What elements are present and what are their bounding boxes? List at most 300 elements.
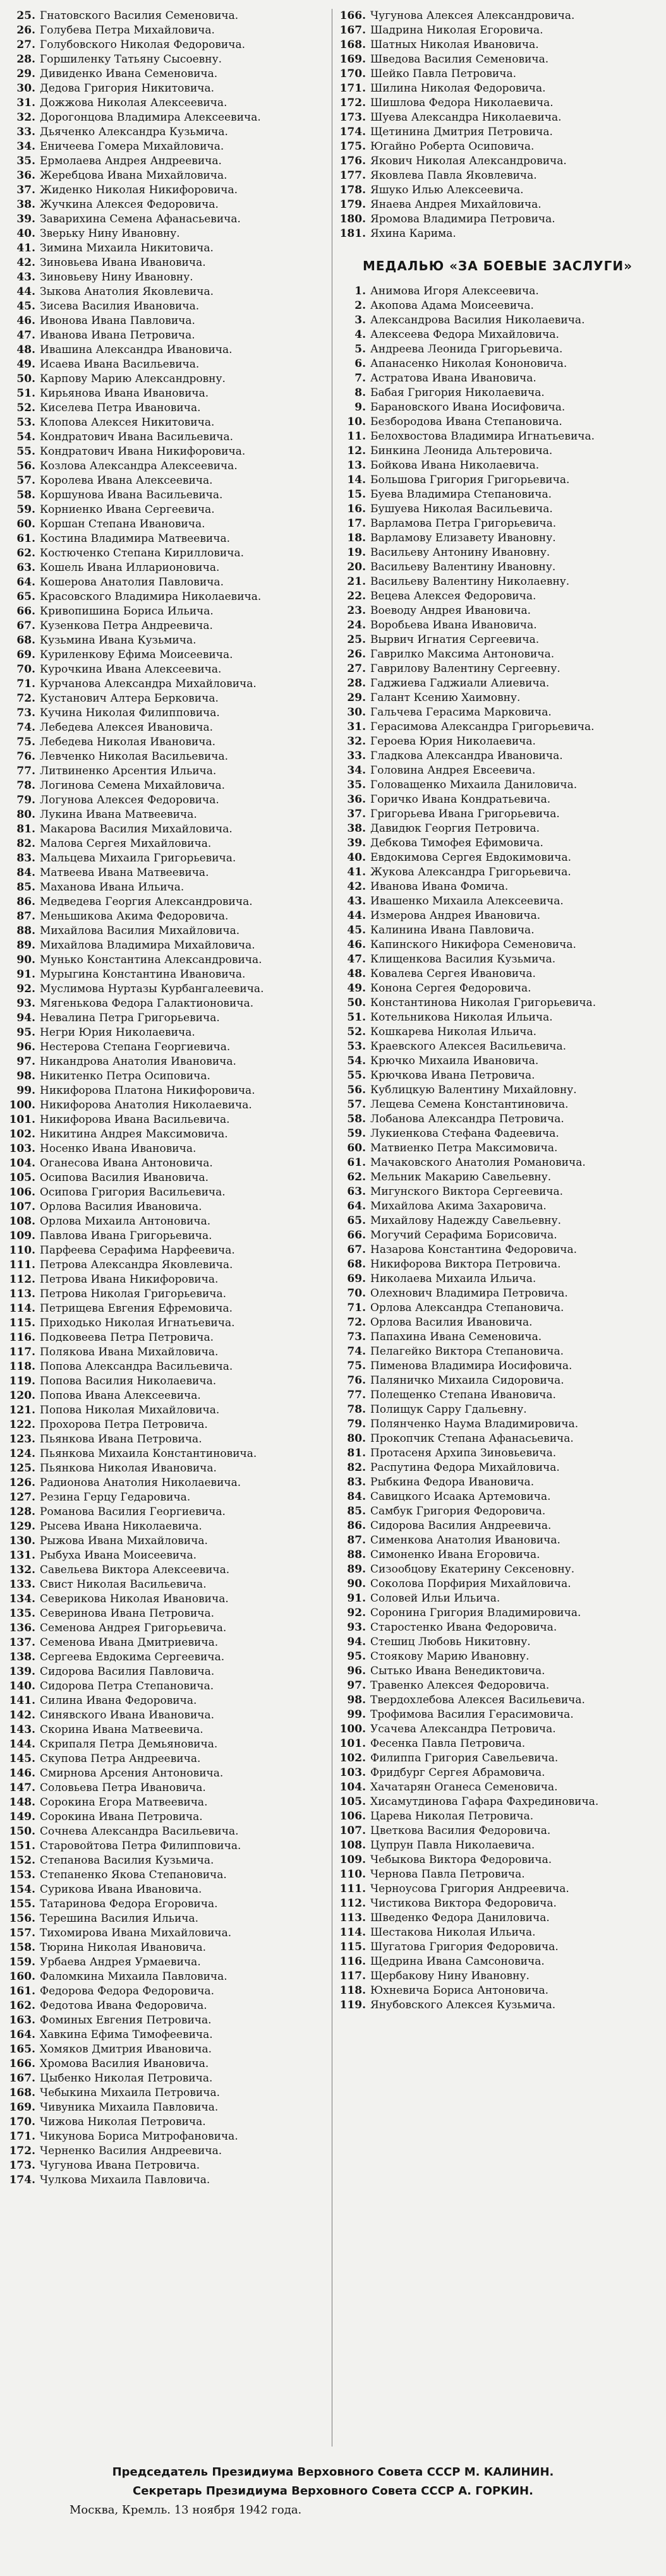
list-item [338, 140, 657, 154]
entry-number: 15. [347, 488, 366, 501]
entry-number: 40. [16, 227, 35, 240]
entry-number: 169. [339, 53, 366, 66]
list-item [8, 1650, 327, 1665]
entry-name: Гаврилову Валентину Сергеевну. [370, 662, 560, 675]
entry-name: Черноусова Григория Андреевича. [370, 1883, 569, 1895]
entry-name: Оганесова Ивана Антоновича. [40, 1157, 213, 1170]
list-item [8, 721, 327, 735]
list-item [338, 1708, 657, 1722]
list-item [8, 140, 327, 154]
entry-number: 30. [347, 706, 366, 719]
list-item [8, 1432, 327, 1447]
entry-number: 50. [347, 997, 366, 1009]
entry-name: Зыкова Анатолия Яковлевича. [40, 285, 214, 298]
entry-number: 39. [16, 213, 35, 225]
entry-number: 160. [9, 1970, 35, 1983]
entry-name: Никифорова Платона Никифоровича. [40, 1084, 255, 1097]
entry-name: Алексеева Федора Михайловича. [370, 328, 559, 341]
entry-name: Кублицкую Валентину Михайловну. [370, 1084, 577, 1096]
entry-name: Варламову Елизавету Ивановну. [370, 532, 556, 544]
list-item [8, 1549, 327, 1563]
entry-number: 174. [339, 126, 366, 138]
entry-number: 5. [354, 343, 366, 356]
entry-number: 181. [339, 227, 366, 240]
list-item [338, 198, 657, 212]
entry-number: 163. [9, 2014, 35, 2027]
entry-name: Мягенькова Федора Галактионовича. [40, 997, 254, 1010]
entry-number: 112. [9, 1273, 35, 1286]
list-item [8, 343, 327, 357]
entry-number: 83. [16, 852, 35, 865]
list-item [338, 996, 657, 1010]
list-item [8, 488, 327, 503]
entry-name: Пелагейко Виктора Степановича. [370, 1345, 564, 1358]
list-item [338, 1490, 657, 1504]
list-item [8, 1897, 327, 1912]
entry-number: 116. [9, 1331, 35, 1344]
list-item [338, 1809, 657, 1824]
entry-number: 112. [339, 1897, 366, 1910]
entry-number: 86. [16, 896, 35, 908]
list-item [338, 633, 657, 647]
list-item [338, 1969, 657, 1984]
entry-name: Шатных Николая Ивановича. [370, 39, 539, 51]
list-item [8, 1447, 327, 1461]
entry-number: 70. [347, 1287, 366, 1300]
entry-name: Вецева Алексея Федоровича. [370, 590, 536, 602]
list-item [8, 909, 327, 924]
entry-number: 58. [16, 489, 35, 501]
entry-name: Свист Николая Васильевича. [40, 1578, 207, 1591]
entry-number: 62. [16, 547, 35, 560]
list-item [8, 1345, 327, 1360]
entry-name: Степанова Василия Кузьмича. [40, 1854, 214, 1867]
list-item [338, 1548, 657, 1562]
entry-name: Северикова Николая Ивановича. [40, 1593, 229, 1605]
list-item [8, 154, 327, 169]
entry-number: 91. [347, 1592, 366, 1605]
list-item [8, 1839, 327, 1854]
entry-number: 24. [347, 619, 366, 632]
entry-number: 129. [9, 1520, 35, 1533]
entry-name: Васильеву Валентину Ивановну. [370, 561, 556, 573]
entry-name: Котельникова Николая Ильича. [370, 1011, 553, 1024]
entry-number: 127. [9, 1491, 35, 1504]
entry-name: Лукиенкова Стефана Фадеевича. [370, 1127, 559, 1140]
list-item [338, 1417, 657, 1432]
entry-name: Петрова Александра Яковлевича. [40, 1259, 233, 1271]
entry-name: Пьянкова Михаила Константиновича. [40, 1447, 257, 1460]
entry-number: 62. [347, 1171, 366, 1183]
list-item [8, 735, 327, 750]
entry-number: 55. [347, 1069, 366, 1082]
list-item [8, 285, 327, 299]
entry-number: 105. [339, 1795, 366, 1808]
list-item [338, 67, 657, 81]
entry-number: 177. [339, 169, 366, 182]
list-item [8, 1766, 327, 1781]
entry-name: Костина Владимира Матвеевича. [40, 532, 231, 545]
entry-number: 158. [9, 1941, 35, 1954]
entry-name: Резина Герцу Гедаровича. [40, 1491, 191, 1504]
entry-name: Петрова Николая Григорьевича. [40, 1288, 227, 1300]
entry-name: Горшиленку Татьяну Сысоевну. [40, 53, 222, 66]
entry-number: 35. [16, 155, 35, 167]
entry-number: 31. [347, 721, 366, 733]
entry-number: 123. [9, 1433, 35, 1446]
entry-name: Кондратович Ивана Никифоровича. [40, 445, 246, 458]
list-item [338, 1940, 657, 1955]
entry-number: 113. [9, 1288, 35, 1300]
list-item [8, 1142, 327, 1156]
list-item [338, 1591, 657, 1606]
list-item [8, 357, 327, 372]
entry-number: 164. [9, 2028, 35, 2041]
list-item [338, 1722, 657, 1737]
entry-name: Апанасенко Николая Кононовича. [370, 357, 567, 370]
entry-number: 97. [16, 1055, 35, 1068]
entry-name: Соколова Порфирия Михайловича. [370, 1578, 571, 1590]
list-item [8, 81, 327, 96]
list-item [8, 241, 327, 256]
entry-name: Жукова Александра Григорьевича. [370, 866, 571, 878]
list-item [8, 372, 327, 386]
entry-name: Яшуко Илью Алексеевича. [370, 184, 524, 196]
entry-name: Крючко Михаила Ивановича. [370, 1055, 539, 1067]
list-item [338, 183, 657, 198]
list-item [338, 662, 657, 676]
entry-number: 145. [9, 1752, 35, 1765]
list-item [8, 517, 327, 532]
list-item [8, 1824, 327, 1839]
list-item [8, 1418, 327, 1432]
entry-name: Николаева Михаила Ильича. [370, 1273, 536, 1285]
entry-name: Большова Григория Григорьевича. [370, 474, 570, 486]
entry-number: 59. [16, 503, 35, 516]
entry-number: 17. [347, 517, 366, 530]
entry-name: Бушуева Николая Васильевича. [370, 503, 553, 515]
entry-name: Заварихина Семена Афанасьевича. [40, 213, 241, 225]
list-item [8, 1214, 327, 1229]
list-item [338, 1388, 657, 1403]
entry-name: Прокопчик Степана Афанасьевича. [370, 1432, 574, 1445]
entry-number: 122. [9, 1418, 35, 1431]
list-item [8, 938, 327, 953]
entry-name: Хавкина Ефима Тимофеевича. [40, 2028, 213, 2041]
entry-name: Степаненко Якова Степановича. [40, 1869, 227, 1881]
list-item [338, 793, 657, 807]
entry-number: 115. [339, 1941, 366, 1953]
entry-number: 167. [339, 24, 366, 37]
list-item [338, 429, 657, 444]
entry-name: Куриленкову Ефима Моисеевича. [40, 649, 233, 661]
entry-name: Паляничко Михаила Сидоровича. [370, 1374, 564, 1387]
entry-number: 38. [16, 198, 35, 211]
list-item [8, 1984, 327, 1999]
list-item [338, 981, 657, 996]
entry-name: Голубева Петра Михайловича. [40, 24, 215, 37]
entry-name: Гаврилко Максима Антоновича. [370, 648, 555, 661]
entry-number: 85. [16, 881, 35, 894]
entry-name: Клопова Алексея Никитовича. [40, 416, 215, 429]
list-item [8, 1055, 327, 1069]
entry-name: Орлова Василия Ивановича. [40, 1201, 202, 1213]
list-item [338, 575, 657, 589]
entry-number: 14. [347, 474, 366, 486]
list-item [8, 474, 327, 488]
entry-name: Воеводу Андрея Ивановича. [370, 604, 531, 617]
entry-number: 23. [347, 604, 366, 617]
list-item [338, 1926, 657, 1940]
list-item [8, 1883, 327, 1897]
entry-name: Чугунова Алексея Александровича. [370, 9, 575, 22]
list-item [8, 982, 327, 997]
list-item [8, 532, 327, 546]
entry-name: Скупова Петра Андреевича. [40, 1752, 201, 1765]
entry-name: Ивашина Александра Ивановича. [40, 344, 233, 356]
entry-name: Петрова Ивана Никифоровича. [40, 1273, 219, 1286]
entry-name: Кондратович Ивана Васильевича. [40, 431, 234, 443]
entry-name: Лобанова Александра Петровича. [370, 1113, 564, 1125]
entry-name: Старостенко Ивана Федоровича. [370, 1621, 557, 1634]
entry-name: Лебедева Николая Ивановича. [40, 736, 216, 748]
entry-name: Попова Василия Николаевича. [40, 1375, 217, 1387]
list-item [8, 1156, 327, 1171]
entry-number: 9. [354, 401, 366, 414]
entry-name: Левченко Николая Васильевича. [40, 750, 229, 763]
entry-number: 70. [16, 663, 35, 676]
entry-name: Васильеву Валентину Николаевну. [370, 575, 570, 588]
entry-number: 89. [347, 1563, 366, 1576]
entry-number: 77. [347, 1389, 366, 1401]
entry-name: Белохвостова Владимира Игнатьевича. [370, 430, 595, 443]
entry-number: 156. [9, 1912, 35, 1925]
entry-name: Мачаковского Анатолия Романовича. [370, 1156, 586, 1169]
entry-name: Романова Василия Георгиевича. [40, 1506, 226, 1518]
entry-name: Сизообцову Екатерину Сексеновну. [370, 1563, 575, 1576]
entry-number: 144. [9, 1738, 35, 1751]
entry-number: 40. [347, 851, 366, 864]
list-item [8, 67, 327, 81]
entry-name: Сочнева Александра Васильевича. [40, 1825, 239, 1838]
entry-name: Голубовского Николая Федоровича. [40, 39, 246, 51]
entry-number: 87. [16, 910, 35, 923]
entry-number: 180. [339, 213, 366, 225]
entry-name: Матвеева Ивана Матвеевича. [40, 866, 209, 879]
list-item [338, 1955, 657, 1969]
entry-name: Исаева Ивана Васильевича. [40, 358, 200, 371]
entry-name: Семенова Ивана Дмитриевича. [40, 1636, 219, 1649]
entry-name: Жиденко Николая Никифоровича. [40, 184, 238, 196]
list-item [8, 1621, 327, 1636]
list-item [338, 851, 657, 865]
entry-number: 82. [347, 1461, 366, 1474]
entry-number: 179. [339, 198, 366, 211]
entry-name: Кирьянова Ивана Ивановича. [40, 387, 209, 400]
entry-name: Михайлову Надежду Савельевну. [370, 1214, 561, 1227]
list-item [338, 952, 657, 967]
entry-number: 35. [347, 779, 366, 791]
list-item [8, 1200, 327, 1214]
entry-number: 63. [16, 561, 35, 574]
entry-name: Назарова Константина Федоровича. [370, 1243, 577, 1256]
list-item [8, 2042, 327, 2057]
list-item [8, 1795, 327, 1810]
entry-number: 4. [354, 328, 366, 341]
entry-number: 78. [347, 1403, 366, 1416]
list-item [338, 1432, 657, 1446]
list-item [8, 851, 327, 866]
entry-number: 169. [9, 2101, 35, 2114]
list-item [8, 1098, 327, 1113]
entry-number: 140. [9, 1680, 35, 1692]
entry-name: Гнатовского Василия Семеновича. [40, 9, 239, 22]
list-item [338, 313, 657, 328]
entry-name: Александрова Василия Николаевича. [370, 314, 585, 326]
entry-name: Конона Сергея Федоровича. [370, 982, 531, 995]
entry-number: 104. [339, 1781, 366, 1794]
entry-number: 52. [347, 1026, 366, 1038]
medal-award-list [338, 284, 657, 2013]
entry-name: Ивашенко Михаила Алексеевича. [370, 895, 564, 908]
right-column [338, 9, 657, 2013]
entry-number: 90. [16, 954, 35, 966]
entry-number: 168. [9, 2087, 35, 2099]
entry-name: Королева Ивана Алексеевича. [40, 474, 213, 487]
entry-number: 109. [9, 1230, 35, 1242]
entry-number: 11. [347, 430, 366, 443]
entry-number: 118. [339, 1984, 366, 1997]
decree-footer [0, 2463, 666, 2520]
entry-number: 86. [347, 1519, 366, 1532]
list-item [8, 212, 327, 227]
entry-name: Костюченко Степана Кирилловича. [40, 547, 245, 560]
entry-name: Гладкова Александра Ивановича. [370, 750, 563, 762]
entry-name: Фесенка Павла Петровича. [370, 1737, 526, 1750]
entry-name: Яковлева Павла Яковлевича. [370, 169, 537, 182]
entry-name: Сименкова Анатолия Ивановича. [370, 1534, 560, 1547]
list-item [338, 154, 657, 169]
entry-name: Цупрун Павла Николаевича. [370, 1839, 535, 1852]
list-item [8, 2173, 327, 2188]
entry-name: Орлова Александра Степановича. [370, 1302, 564, 1314]
list-item [8, 1854, 327, 1868]
entry-number: 172. [339, 97, 366, 109]
entry-number: 25. [347, 633, 366, 646]
entry-name: Зверьку Нину Ивановну. [40, 227, 180, 240]
list-item [338, 909, 657, 923]
entry-number: 51. [16, 387, 35, 400]
list-item [8, 1708, 327, 1723]
entry-name: Фоминых Евгения Петровича. [40, 2014, 212, 2027]
entry-name: Измерова Андрея Ивановича. [370, 909, 541, 922]
list-item [8, 256, 327, 270]
list-item [8, 822, 327, 837]
entry-number: 94. [16, 1012, 35, 1024]
entry-number: 89. [16, 939, 35, 952]
entry-number: 93. [16, 997, 35, 1010]
list-item [8, 1069, 327, 1084]
list-item [8, 299, 327, 314]
chairman-signature-line: Председатель Президиума Верховного Совета СССР М. КАЛИНИН. [112, 2465, 554, 2479]
entry-name: Барановского Ивана Иосифовича. [370, 401, 566, 414]
list-item [8, 1636, 327, 1650]
list-item [8, 953, 327, 967]
entry-name: Калинина Ивана Павловича. [370, 924, 535, 937]
list-item [338, 96, 657, 111]
list-item [8, 1563, 327, 1578]
entry-number: 49. [347, 982, 366, 995]
place-and-date: Москва, Кремль. 13 ноября 1942 года. [70, 2503, 302, 2517]
entry-number: 77. [16, 765, 35, 777]
list-item [338, 488, 657, 502]
entry-name: Попова Ивана Алексеевича. [40, 1389, 201, 1402]
entry-number: 80. [16, 808, 35, 821]
list-item [338, 1795, 657, 1809]
entry-name: Урбаева Андрея Урмаевича. [40, 1956, 201, 1968]
entry-number: 76. [347, 1374, 366, 1387]
entry-name: Логинова Семена Михайловича. [40, 779, 226, 792]
list-item [8, 1403, 327, 1418]
entry-name: Яромова Владимира Петровича. [370, 213, 555, 225]
entry-number: 110. [9, 1244, 35, 1257]
entry-number: 34. [347, 764, 366, 777]
entry-number: 117. [339, 1970, 366, 1982]
entry-name: Коршан Степана Ивановича. [40, 518, 205, 530]
list-item [338, 342, 657, 357]
entry-number: 65. [16, 590, 35, 603]
entry-number: 8. [354, 386, 366, 399]
list-item [338, 1127, 657, 1141]
list-item [8, 662, 327, 677]
entry-number: 103. [339, 1766, 366, 1779]
list-item [8, 1868, 327, 1883]
entry-number: 99. [16, 1084, 35, 1097]
list-item [8, 1941, 327, 1955]
entry-name: Смирнова Арсения Антоновича. [40, 1767, 224, 1780]
entry-number: 64. [16, 576, 35, 589]
entry-number: 27. [16, 39, 35, 51]
list-item [8, 575, 327, 590]
entry-number: 139. [9, 1665, 35, 1678]
entry-number: 101. [339, 1737, 366, 1750]
entry-name: Еничеева Гомера Михайловича. [40, 140, 224, 153]
entry-name: Лукина Ивана Матвеевича. [40, 808, 197, 821]
entry-name: Тихомирова Ивана Михайловича. [40, 1927, 232, 1939]
entry-number: 37. [347, 808, 366, 820]
entry-number: 83. [347, 1476, 366, 1489]
entry-number: 36. [16, 169, 35, 182]
entry-number: 149. [9, 1811, 35, 1823]
entry-number: 26. [16, 24, 35, 37]
entry-number: 20. [347, 561, 366, 573]
secretary-signature-line: Секретарь Президиума Верховного Совета СССР А. ГОРКИН. [133, 2484, 533, 2498]
entry-name: Кошель Ивана Илларионовича. [40, 561, 220, 574]
list-item [8, 1302, 327, 1316]
entry-number: 10. [347, 416, 366, 428]
list-item [338, 1446, 657, 1461]
list-item [8, 38, 327, 52]
list-item [8, 169, 327, 183]
entry-number: 95. [16, 1026, 35, 1039]
list-item [338, 1562, 657, 1577]
list-item [338, 1083, 657, 1098]
entry-name: Матвиенко Петра Максимовича. [370, 1142, 558, 1154]
entry-name: Сидорова Василия Андреевича. [370, 1519, 552, 1532]
entry-name: Шведова Василия Семеновича. [370, 53, 549, 66]
entry-name: Варламова Петра Григорьевича. [370, 517, 557, 530]
entry-number: 119. [9, 1375, 35, 1387]
